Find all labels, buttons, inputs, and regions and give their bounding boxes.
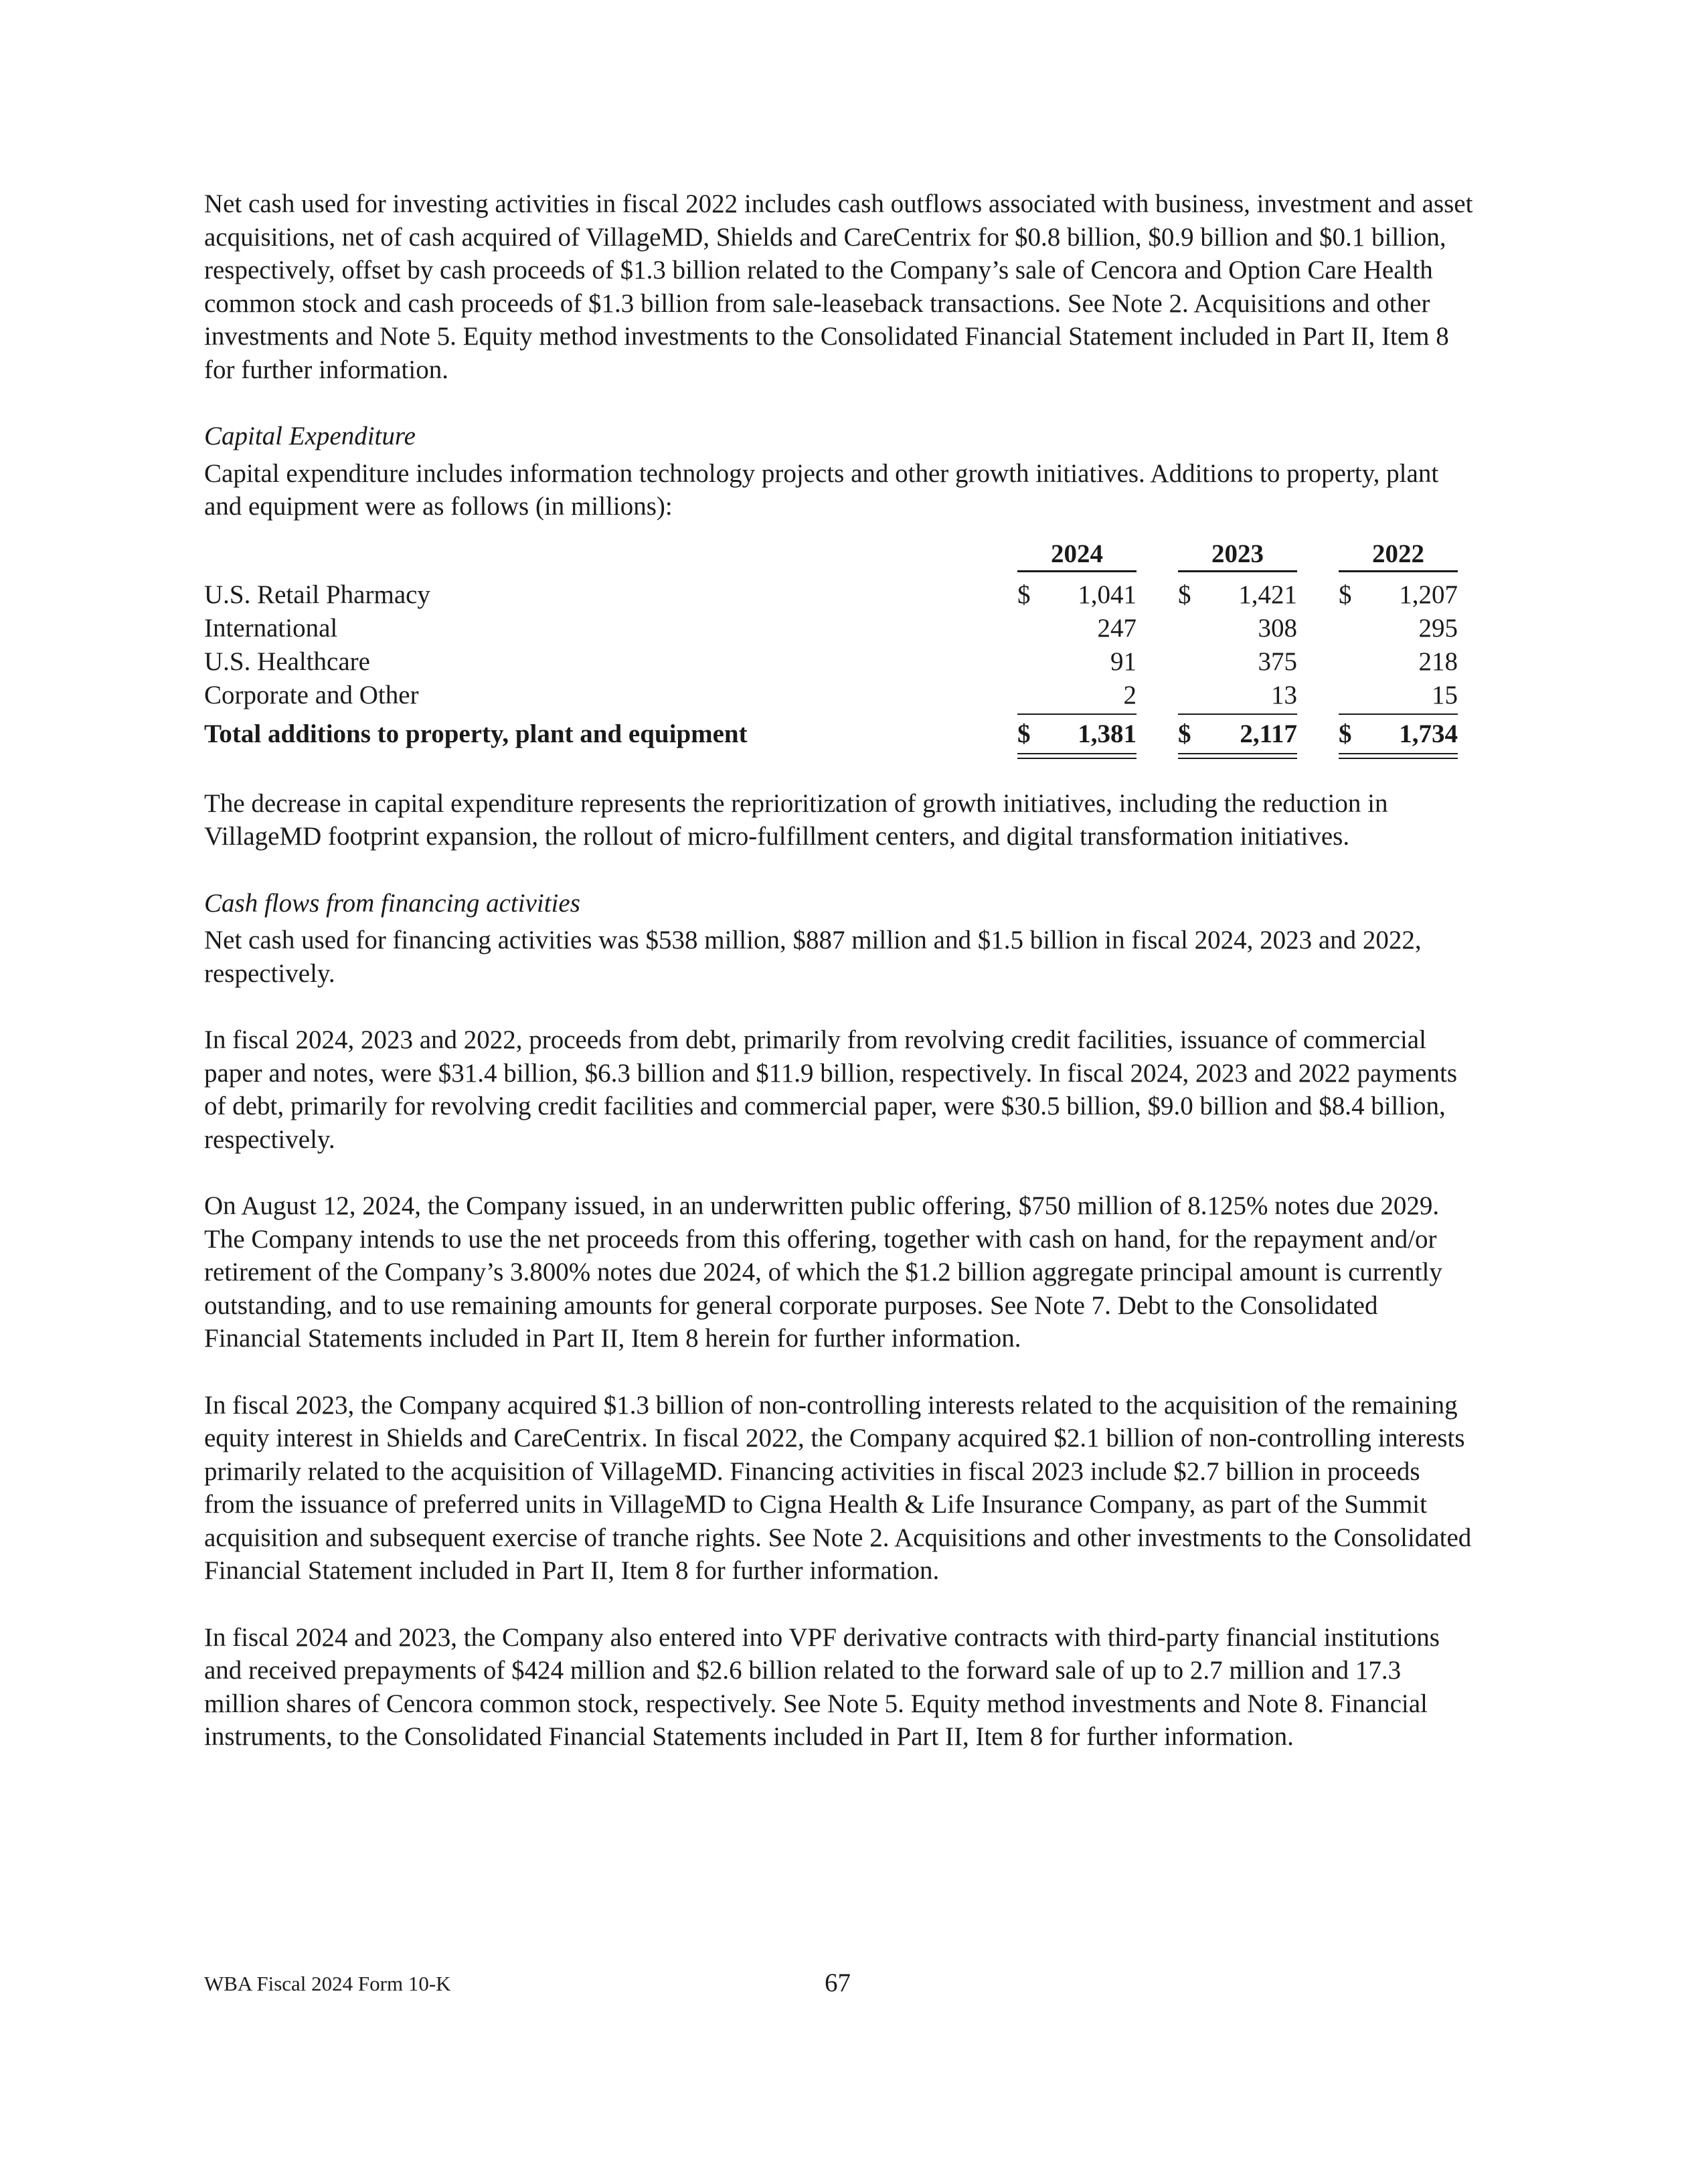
subtotal-rule xyxy=(1178,713,1297,715)
year-header: 2022 xyxy=(1339,538,1458,572)
total-double-rule xyxy=(1178,753,1297,759)
total-value: 1,381 xyxy=(1078,719,1137,748)
page-content xyxy=(204,187,1476,1754)
currency-symbol: $ xyxy=(1339,580,1352,609)
currency-symbol: $ xyxy=(1017,719,1031,748)
cell-value: 13 xyxy=(1271,680,1297,709)
cell-value: 1,421 xyxy=(1238,580,1297,609)
cell-value: 1,207 xyxy=(1399,580,1458,609)
total-double-rule xyxy=(1017,753,1137,759)
row-label: Corporate and Other xyxy=(204,680,419,709)
cell-value: 2 xyxy=(1123,680,1137,709)
capex-decrease-paragraph: The decrease in capital expenditure represents the reprioritization of growth initiatives, including the reduction in VillageMD footprint expansion, the rollout of micro-fulfillment centers, and digital transformation initiatives. xyxy=(204,788,1388,851)
row-label: U.S. Retail Pharmacy xyxy=(204,580,430,609)
cell-value: 295 xyxy=(1418,613,1458,643)
subtotal-rule xyxy=(1339,713,1458,715)
cell-value: 218 xyxy=(1418,647,1458,676)
cell-value: 15 xyxy=(1432,680,1458,709)
financing-paragraph-4: In fiscal 2023, the Company acquired $1.3 billion of non-controlling interests related to the acquisition of the remaining equity interest in Shields and CareCentrix. In fiscal 2022, the Company acquired $2.1 billion of non-controlling interests primarily related to the acquisition of VillageMD. Financing activities in fiscal 2023 include $2.7 billion in proceeds from the issuance of preferred units in VillageMD to Cigna Health & Life Insurance Company, as part of the Summit acquisition and subsequent exercise of tranche rights. See Note 2. Acquisitions and other investments to the Consolidated Financial Statement included in Part II, Item 8 for further information. xyxy=(204,1390,1472,1585)
capex-table xyxy=(204,538,1476,759)
table-row xyxy=(204,679,1476,712)
year-header: 2024 xyxy=(1017,538,1137,572)
cell-value: 308 xyxy=(1258,613,1297,643)
subtotal-rule xyxy=(1017,713,1137,715)
financing-paragraph-5: In fiscal 2024 and 2023, the Company also entered into VPF derivative contracts with third-party financial institutions and received prepayments of $424 million and $2.6 billion related to the forward sale of up to 2.7 million and 17.3 million shares of Cencora common stock, respectively. See Note 5. Equity method investments and Note 8. Financial instruments, to the Consolidated Financial Statements included in Part II, Item 8 for further information. xyxy=(204,1622,1440,1751)
year-header: 2023 xyxy=(1178,538,1297,572)
table-row xyxy=(204,612,1476,645)
financing-paragraph-2: In fiscal 2024, 2023 and 2022, proceeds from debt, primarily from revolving credit facilities, issuance of commercial paper and notes, were $31.4 billion, $6.3 billion and $11.9 billion, respectively. In fiscal 2024, 2023 and 2022 payments of debt, primarily for revolving credit facilities and commercial paper, were $30.5 billion, $9.0 billion and $8.4 billion, respectively. xyxy=(204,1025,1457,1154)
page-number: 67 xyxy=(825,1968,851,1997)
currency-symbol: $ xyxy=(1178,719,1191,748)
cell-value: 91 xyxy=(1110,647,1137,676)
cell-value: 1,041 xyxy=(1078,580,1137,609)
currency-symbol: $ xyxy=(1339,719,1352,748)
cell-value: 375 xyxy=(1258,647,1297,676)
total-row xyxy=(204,718,1476,751)
capex-intro-paragraph: Capital expenditure includes information technology projects and other growth initiatives. Additions to property, plant and equipment were as follows (in millions): xyxy=(204,458,1439,521)
row-label: International xyxy=(204,613,338,643)
total-double-rule xyxy=(1339,753,1458,759)
capex-heading: Capital Expenditure xyxy=(204,422,416,450)
total-value: 1,734 xyxy=(1399,719,1458,748)
total-label: Total additions to property, plant and equipment xyxy=(204,719,748,748)
financing-heading: Cash flows from financing activities xyxy=(204,888,580,918)
currency-symbol: $ xyxy=(1017,580,1031,609)
row-label: U.S. Healthcare xyxy=(204,647,370,676)
cell-value: 247 xyxy=(1097,613,1137,643)
financing-paragraph-1: Net cash used for financing activities was $538 million, $887 million and $1.5 billion in fiscal 2024, 2023 and 2022, respectively. xyxy=(204,926,1422,988)
table-row xyxy=(204,645,1476,679)
total-value: 2,117 xyxy=(1240,719,1297,748)
table-row xyxy=(204,578,1476,612)
investing-paragraph: Net cash used for investing activities in fiscal 2022 includes cash outflows associated with business, investment and asset acquisitions, net of cash acquired of VillageMD, Shields and CareCentrix for $0.8 billion, $0.9 billion and $0.1 billion, respectively, offset by cash proceeds of $1.3 billion related to the Company’s sale of Cencora and Option Care Health common stock and cash proceeds of $1.3 billion from sale-leaseback transactions. See Note 2. Acquisitions and other investments and Note 5. Equity method investments to the Consolidated Financial Statement included in Part II, Item 8 for further information. xyxy=(204,189,1473,384)
footer-doc-label: WBA Fiscal 2024 Form 10-K xyxy=(204,1972,451,1995)
currency-symbol: $ xyxy=(1178,580,1191,609)
financing-paragraph-3: On August 12, 2024, the Company issued, in an underwritten public offering, $750 million of 8.125% notes due 2029. The Company intends to use the net proceeds from this offering, together with cash on hand, for the repayment and/or retirement of the Company’s 3.800% notes due 2024, of which the $1.2 billion aggregate principal amount is currently outstanding, and to use remaining amounts for general corporate purposes. See Note 7. Debt to the Consolidated Financial Statements included in Part II, Item 8 herein for further information. xyxy=(204,1191,1442,1353)
